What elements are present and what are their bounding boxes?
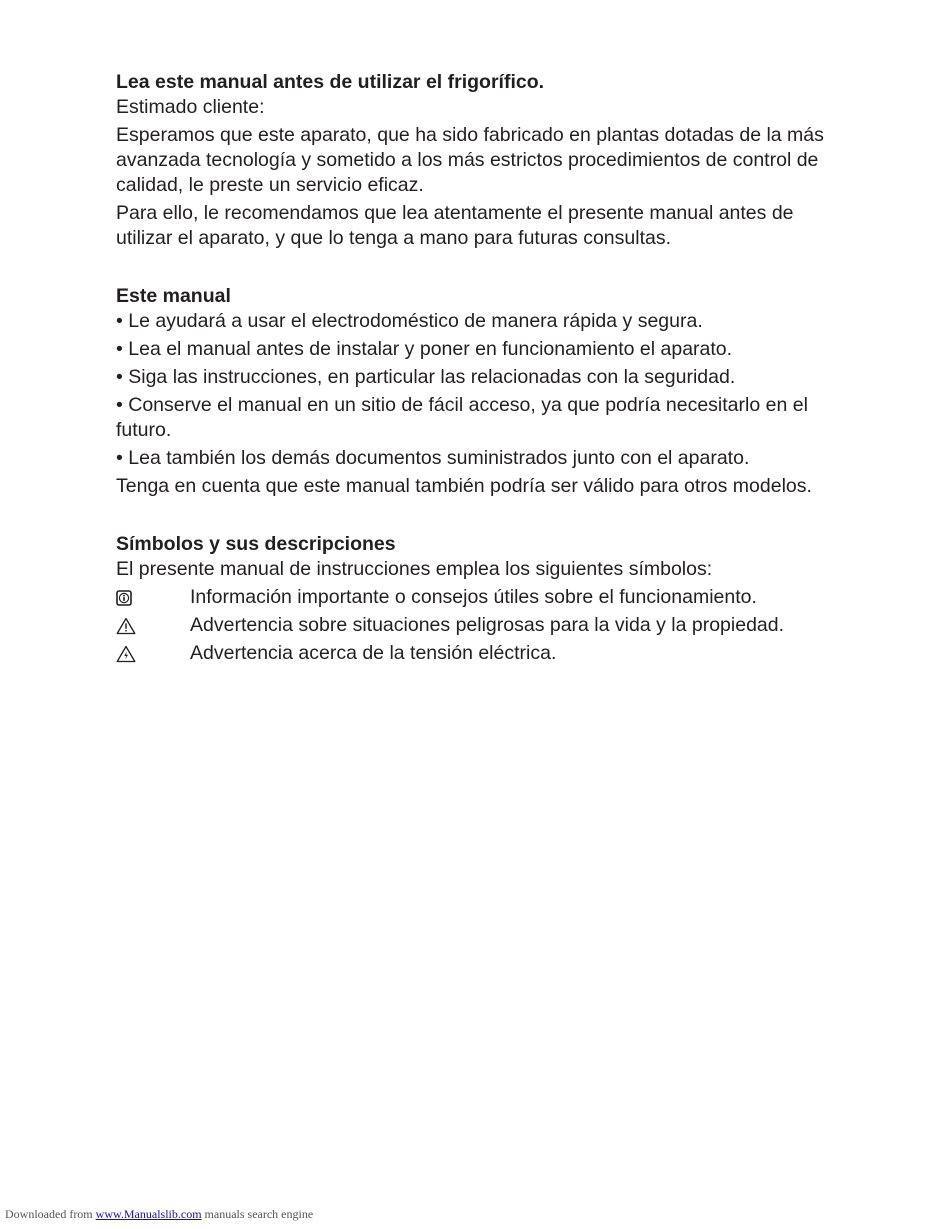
manual-page [116,70,836,669]
intro-section [116,70,836,251]
greeting: Estimado cliente: [116,96,265,118]
symbol-row-info [116,585,836,610]
list-item: • Le ayudará a usar el electrodoméstico de manera rápida y segura. [116,309,836,334]
list-item: • Siga las instrucciones, en particular las relacionadas con la seguridad. [116,365,836,390]
list-item: • Lea también los demás documentos suministrados junto con el aparato. [116,446,836,471]
symbols-heading: Símbolos y sus descripciones [116,533,396,555]
symbol-row-warning [116,613,836,638]
symbols-intro: El presente manual de instrucciones emplea los siguientes símbolos: [116,558,713,580]
symbol-description: Información importante o consejos útiles sobre el funcionamiento. [190,586,757,608]
manual-bullet-list [116,309,836,471]
footer-prefix: Downloaded from [5,1207,93,1221]
intro-paragraph-2: Para ello, le recomendamos que lea atentamente el presente manual antes de utilizar el aparato, y que lo tenga a mano para futuras consultas. [116,202,794,249]
intro-paragraph-1: Esperamos que este aparato, que ha sido fabricado en plantas dotadas de la más avanzada tecnología y sometido a los más estrictos procedimientos de control de calidad, le preste un servicio eficaz. [116,124,824,196]
symbol-row-electric [116,641,836,666]
symbols-section [116,532,836,666]
symbol-description: Advertencia acerca de la tensión eléctrica. [190,642,557,664]
manual-heading: Este manual [116,285,231,307]
list-item: • Lea el manual antes de instalar y poner en funcionamiento el aparato. [116,337,836,362]
intro-heading: Lea este manual antes de utilizar el frigorífico. [116,71,545,93]
info-icon [116,585,190,610]
electric-warning-icon [116,641,190,666]
download-footer [5,1207,313,1222]
footer-suffix: manuals search engine [204,1207,314,1221]
manual-note: Tenga en cuenta que este manual también podría ser válido para otros modelos. [116,475,812,497]
warning-icon [116,613,190,638]
manualslib-link[interactable]: www.Manualslib.com [95,1207,202,1221]
manual-section [116,284,836,499]
list-item: • Conserve el manual en un sitio de fácil acceso, ya que podría necesitarlo en el futuro. [116,393,836,443]
symbol-description: Advertencia sobre situaciones peligrosas para la vida y la propiedad. [190,614,785,636]
